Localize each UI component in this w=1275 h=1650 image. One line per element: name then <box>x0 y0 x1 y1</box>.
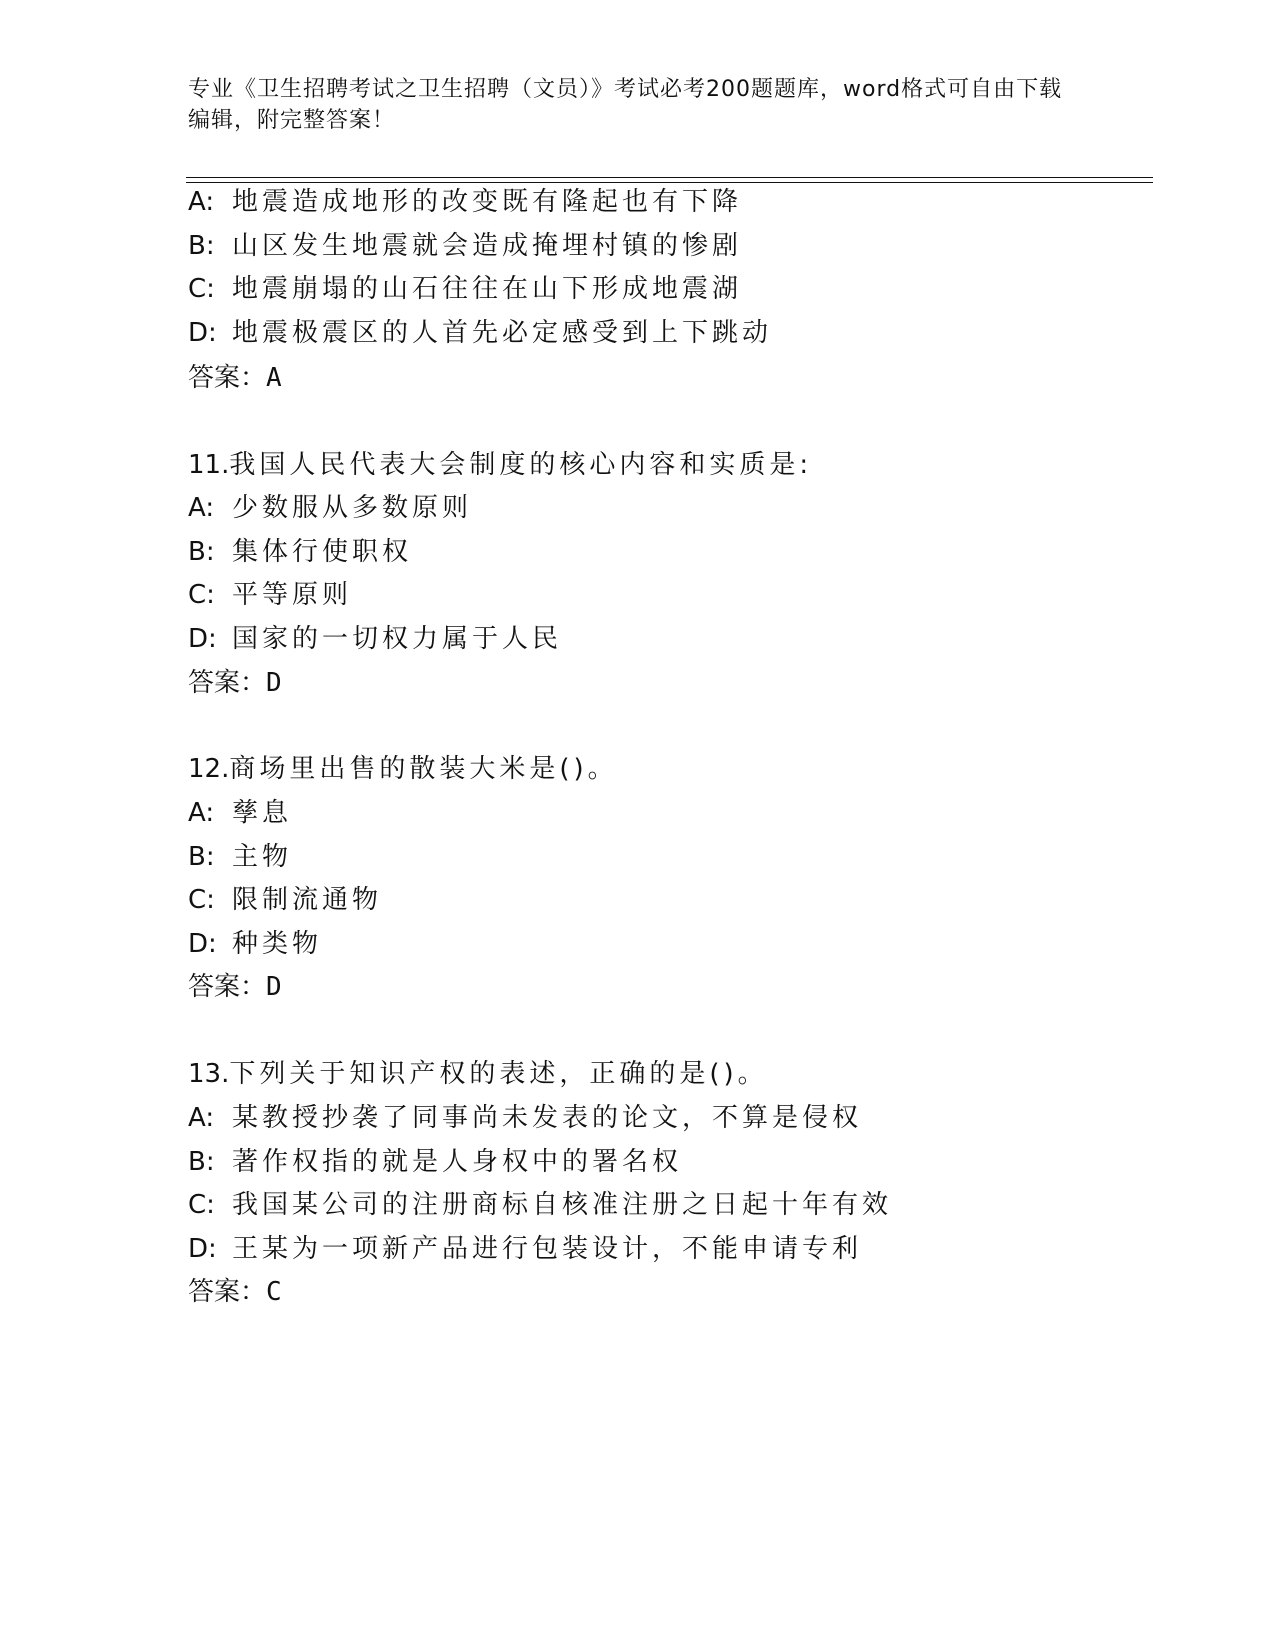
option-text: 集体行使职权 <box>232 537 413 567</box>
answer-line <box>188 971 282 1003</box>
option-a <box>188 1102 862 1134</box>
option-d <box>188 928 322 960</box>
option-b <box>188 841 292 873</box>
option-text: 地震崩塌的山石往往在山下形成地震湖 <box>232 274 743 304</box>
option-text: 某教授抄袭了同事尚未发表的论文，不算是侵权 <box>232 1103 863 1133</box>
option-key: B: <box>188 231 215 261</box>
option-key: B: <box>188 1147 215 1177</box>
answer-label: 答案： <box>188 668 267 698</box>
option-key: A: <box>188 798 215 828</box>
option-text: 地震造成地形的改变既有隆起也有下降 <box>232 187 743 217</box>
answer-label: 答案： <box>188 1277 267 1307</box>
option-b <box>188 230 742 262</box>
option-key: B: <box>188 842 215 872</box>
option-key: A: <box>188 493 215 523</box>
option-key: A: <box>188 1103 215 1133</box>
option-text: 王某为一项新产品进行包装设计，不能申请专利 <box>232 1234 863 1264</box>
option-text: 种类物 <box>232 929 323 959</box>
option-text: 孳息 <box>232 798 293 828</box>
question-number: 13. <box>188 1059 230 1089</box>
option-key: C: <box>188 580 215 610</box>
option-c <box>188 273 742 305</box>
option-text: 国家的一切权力属于人民 <box>232 624 563 654</box>
option-b <box>188 1146 682 1178</box>
question-stem <box>188 753 618 785</box>
question-stem <box>188 1058 768 1090</box>
option-text: 平等原则 <box>232 580 353 610</box>
answer-value: D <box>266 972 282 1002</box>
option-key: D: <box>188 624 217 654</box>
option-text: 山区发生地震就会造成掩埋村镇的惨剧 <box>232 231 743 261</box>
option-key: C: <box>188 1190 215 1220</box>
answer-label: 答案： <box>188 363 267 393</box>
header-divider-top <box>186 177 1153 178</box>
option-a <box>188 186 742 218</box>
option-d <box>188 317 772 349</box>
option-key: C: <box>188 885 215 915</box>
question-number: 12. <box>188 754 230 784</box>
question-number: 11. <box>188 450 230 480</box>
option-text: 限制流通物 <box>232 885 383 915</box>
header-divider-bottom <box>186 182 1153 183</box>
answer-label: 答案： <box>188 972 267 1002</box>
answer-line <box>188 667 282 699</box>
option-key: D: <box>188 1234 217 1264</box>
option-d <box>188 623 562 655</box>
question-text: 下列关于知识产权的表述，正确的是()。 <box>229 1059 768 1089</box>
option-b <box>188 536 412 568</box>
option-key: D: <box>188 929 217 959</box>
answer-value: A <box>266 363 282 393</box>
option-text: 少数服从多数原则 <box>232 493 473 523</box>
option-c <box>188 579 352 611</box>
option-key: B: <box>188 537 215 567</box>
option-key: A: <box>188 187 215 217</box>
option-text: 主物 <box>232 842 293 872</box>
option-a <box>188 492 472 524</box>
question-text: 我国人民代表大会制度的核心内容和实质是: <box>229 450 813 480</box>
option-d <box>188 1233 862 1265</box>
option-text: 我国某公司的注册商标自核准注册之日起十年有效 <box>232 1190 893 1220</box>
document-header: 专业《卫生招聘考试之卫生招聘（文员）》考试必考200题题库，word格式可自由下载编辑，附完整答案！ <box>188 77 1063 133</box>
option-a <box>188 797 292 829</box>
answer-value: C <box>266 1277 282 1307</box>
option-key: C: <box>188 274 215 304</box>
question-text: 商场里出售的散装大米是()。 <box>229 754 618 784</box>
question-stem <box>188 449 812 481</box>
option-text: 地震极震区的人首先必定感受到上下跳动 <box>232 318 773 348</box>
answer-line <box>188 362 282 394</box>
answer-value: D <box>266 668 282 698</box>
option-text: 著作权指的就是人身权中的署名权 <box>232 1147 683 1177</box>
option-c <box>188 884 382 916</box>
option-c <box>188 1189 892 1221</box>
answer-line <box>188 1276 282 1308</box>
option-key: D: <box>188 318 217 348</box>
